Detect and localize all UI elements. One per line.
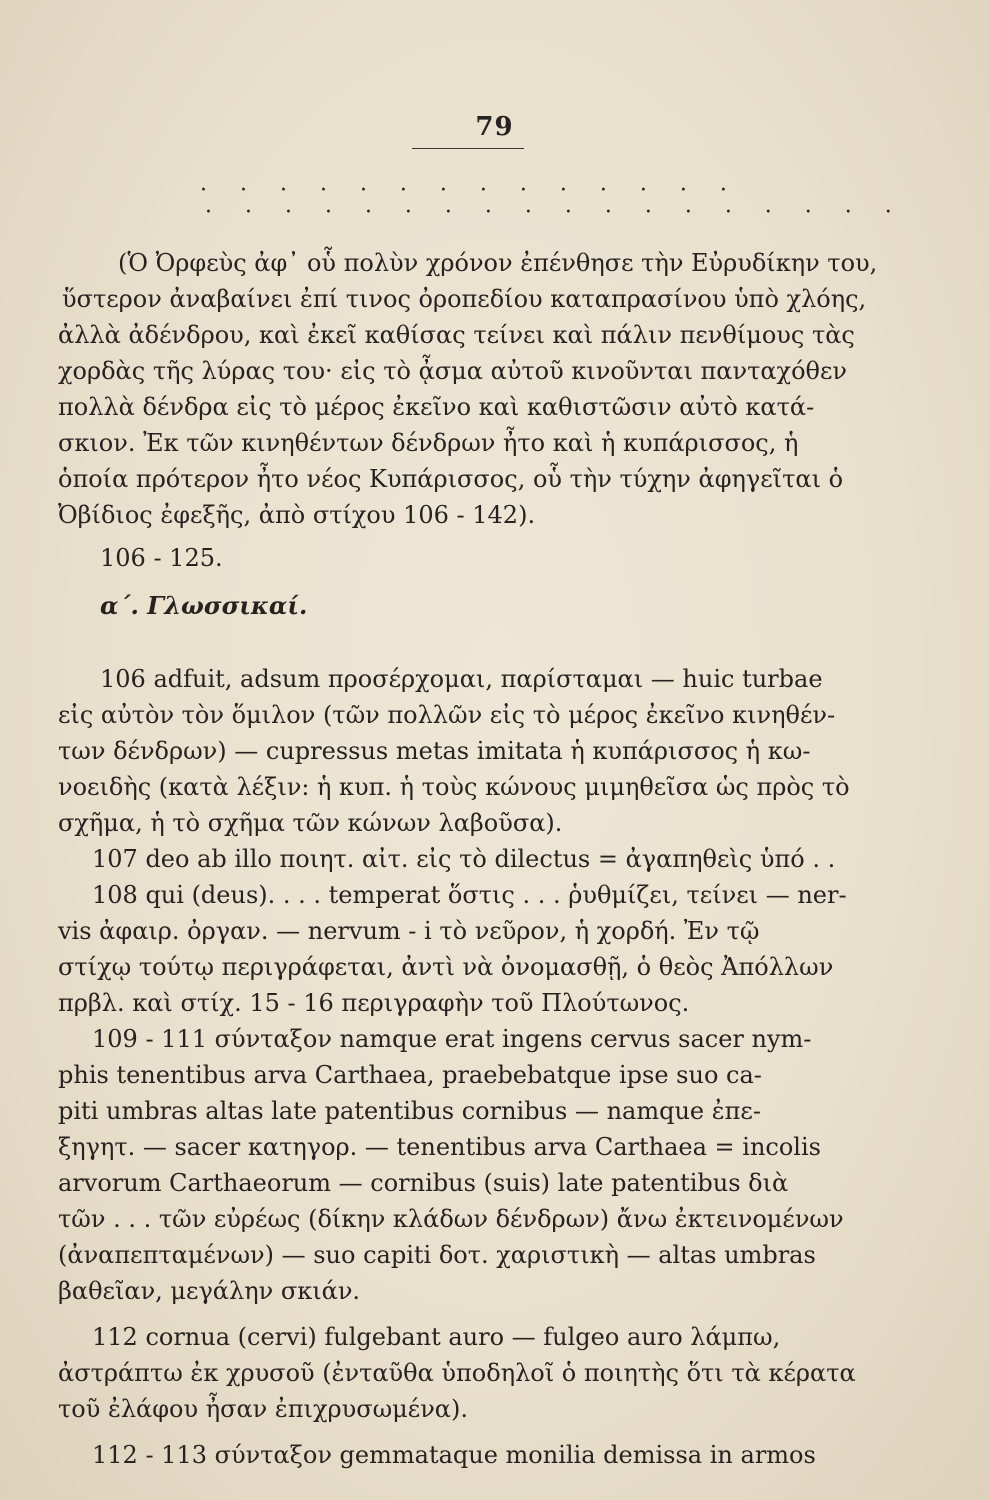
note-line: 106 adfuit, adsum προσέρχομαι, παρίσταμαι — huic turbae bbox=[100, 665, 823, 693]
ellipsis-dots-row-2: · · · · · · · · · · · · · · · · · · bbox=[205, 200, 905, 225]
intro-line: ὁποία πρότερον ἦτο νέος Κυπάρισσος, οὗ τὴν τύχην ἀφηγεῖται ὁ bbox=[58, 465, 844, 493]
note-line: 107 deo ab illo ποιητ. αἰτ. εἰς τὸ dilectus = ἀγαπηθεὶς ὑπό . . bbox=[92, 845, 836, 873]
section-range: 106 - 125. bbox=[100, 544, 223, 572]
ellipsis-dots-row-1: · · · · · · · · · · · · · · bbox=[200, 178, 740, 203]
note-line: πρβλ. καὶ στίχ. 15 - 16 περιγραφὴν τοῦ Πλούτωνος. bbox=[58, 989, 690, 1017]
note-line: 112 cornua (cervi) fulgebant auro — fulgeo auro λάμπω, bbox=[92, 1323, 781, 1351]
note-line: τῶν . . . τῶν εὐρέως (δίκην κλάδων δένδρων) ἄνω ἐκτεινομένων bbox=[58, 1205, 844, 1233]
intro-line: ἀλλὰ ἀδένδρου, καὶ ἐκεῖ καθίσας τείνει καὶ πάλιν πενθίμους τὰς bbox=[58, 321, 855, 349]
note-line: στίχῳ τούτῳ περιγράφεται, ἀντὶ νὰ ὀνομασθῇ, ὁ θεὸς Ἀπόλλων bbox=[58, 953, 834, 981]
note-line: 112 - 113 σύνταξον gemmataque monilia demissa in armos bbox=[92, 1441, 816, 1469]
intro-line: χορδὰς τῆς λύρας του· εἰς τὸ ᾆσμα αὐτοῦ κινοῦνται πανταχόθεν bbox=[58, 357, 848, 385]
note-line: vis ἀφαιρ. ὀργαν. — nervum - i τὸ νεῦρον, ἡ χορδή. Ἐν τῷ bbox=[58, 917, 760, 945]
note-line: piti umbras altas late patentibus cornibus — namque ἐπε- bbox=[58, 1097, 761, 1125]
intro-line: (Ὁ Ὀρφεὺς ἀφ᾽ οὗ πολὺν χρόνον ἐπένθησε τὴν Εὐρυδίκην του, bbox=[118, 249, 878, 277]
page-number: 79 bbox=[475, 112, 514, 142]
page-number-rule bbox=[412, 148, 524, 149]
intro-line: ὕστερον ἀναβαίνει ἐπί τινος ὀροπεδίου καταπρασίνου ὑπὸ χλόης, bbox=[62, 285, 867, 313]
note-line: των δένδρων) — cupressus metas imitata ἡ κυπάρισσος ἡ κω- bbox=[58, 737, 811, 765]
note-line: εἰς αὐτὸν τὸν ὅμιλον (τῶν πολλῶν εἰς τὸ μέρος ἐκεῖνο κινηθέν- bbox=[58, 701, 836, 729]
note-line: 108 qui (deus). . . . temperat ὅστις . . . ῥυθμίζει, τείνει — ner- bbox=[92, 881, 847, 909]
note-line: (ἀναπεπταμένων) — suo capiti δοτ. χαριστικὴ — altas umbras bbox=[58, 1241, 816, 1269]
note-line: νοειδὴς (κατὰ λέξιν: ἡ κυπ. ἡ τοὺς κώνους μιμηθεῖσα ὡς πρὸς τὸ bbox=[58, 773, 850, 801]
note-line: phis tenentibus arva Carthaea, praebebatque ipse suo ca- bbox=[58, 1061, 762, 1089]
note-line: arvorum Carthaeorum — cornibus (suis) late patentibus διὰ bbox=[58, 1169, 789, 1197]
note-line: σχῆμα, ἡ τὸ σχῆμα τῶν κώνων λαβοῦσα). bbox=[58, 809, 563, 837]
note-line: ἀστράπτω ἐκ χρυσοῦ (ἐνταῦθα ὑποδηλοῖ ὁ ποιητὴς ὅτι τὰ κέρατα bbox=[58, 1359, 856, 1387]
intro-line: σκιον. Ἐκ τῶν κινηθέντων δένδρων ἦτο καὶ ἡ κυπάρισσος, ἡ bbox=[58, 429, 799, 457]
note-line: τοῦ ἐλάφου ἦσαν ἐπιχρυσωμένα). bbox=[58, 1395, 468, 1423]
note-line: βαθεῖαν, μεγάλην σκιάν. bbox=[58, 1277, 361, 1305]
note-line: 109 - 111 σύνταξον namque erat ingens cervus sacer nym- bbox=[92, 1025, 812, 1053]
note-line: ξηγητ. — sacer κατηγορ. — tenentibus arva Carthaea = incolis bbox=[58, 1133, 821, 1161]
section-heading: α΄. Γλωσσικαί. bbox=[100, 591, 308, 620]
intro-line: Ὀβίδιος ἐφεξῆς, ἀπὸ στίχου 106 - 142). bbox=[58, 501, 536, 529]
intro-line: πολλὰ δένδρα εἰς τὸ μέρος ἐκεῖνο καὶ καθιστῶσιν αὐτὸ κατά- bbox=[58, 393, 815, 421]
